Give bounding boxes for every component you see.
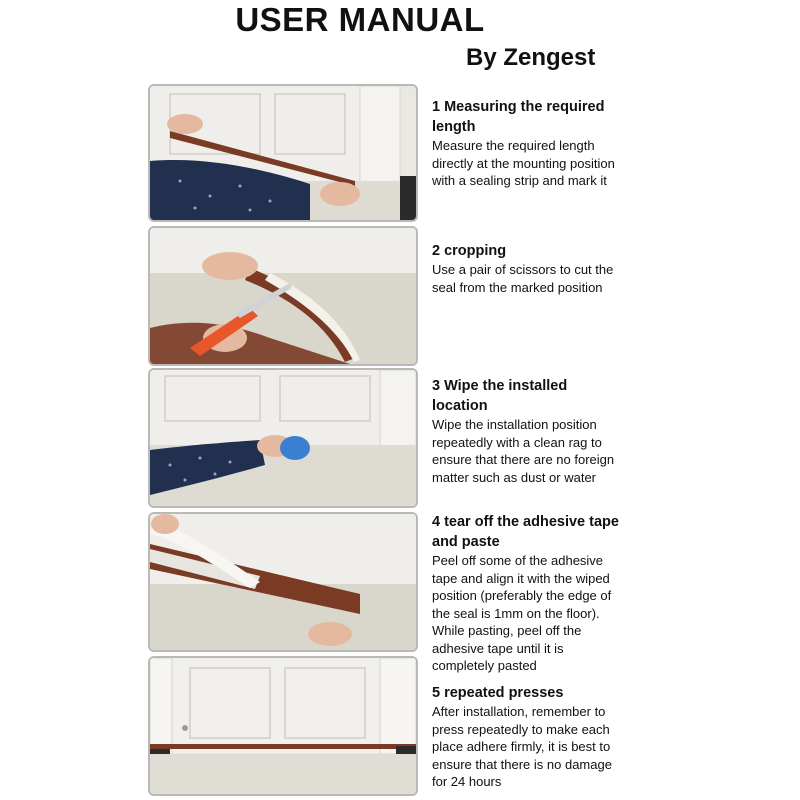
step-5-heading: 5 repeated presses	[432, 685, 564, 701]
step-3-text	[432, 376, 622, 486]
step-2-body: Use a pair of scissors to cut the seal from the marked position	[432, 262, 614, 295]
step-5-body: After installation, remember to press repeatedly to make each place adhere firmly, it is best to ensure that there is no damage for 24 hours	[432, 704, 612, 789]
step-4-photo	[148, 512, 418, 652]
step-5-text	[432, 683, 622, 791]
step-2-text	[432, 241, 622, 296]
step-4-heading: 4 tear off the adhesive tape and paste	[432, 514, 619, 550]
step-1-photo	[148, 84, 418, 222]
step-3-heading: 3 Wipe the installed location	[432, 378, 568, 414]
step-3-body: Wipe the installation position repeatedly with a clean rag to ensure that there are no foreign matter such as dust or water	[432, 417, 615, 485]
step-3-photo	[148, 368, 418, 508]
step-5-photo	[148, 656, 418, 796]
brand-byline: By Zengest	[466, 44, 596, 71]
step-4-text	[432, 512, 622, 675]
manual-title: USER MANUAL	[235, 1, 485, 38]
step-1-body: Measure the required length directly at the mounting position with a sealing strip and mark it	[432, 138, 615, 188]
step-2-photo	[148, 226, 418, 366]
step-1-text	[432, 97, 622, 190]
step-1-heading: 1 Measuring the required length	[432, 99, 605, 135]
step-4-body: Peel off some of the adhesive tape and align it with the wiped position (preferably the edge of the seal is 1mm on the floor). While pasting, peel off the adhesive tape until it is completely pasted	[432, 553, 612, 673]
step-2-heading: 2 cropping	[432, 243, 507, 259]
